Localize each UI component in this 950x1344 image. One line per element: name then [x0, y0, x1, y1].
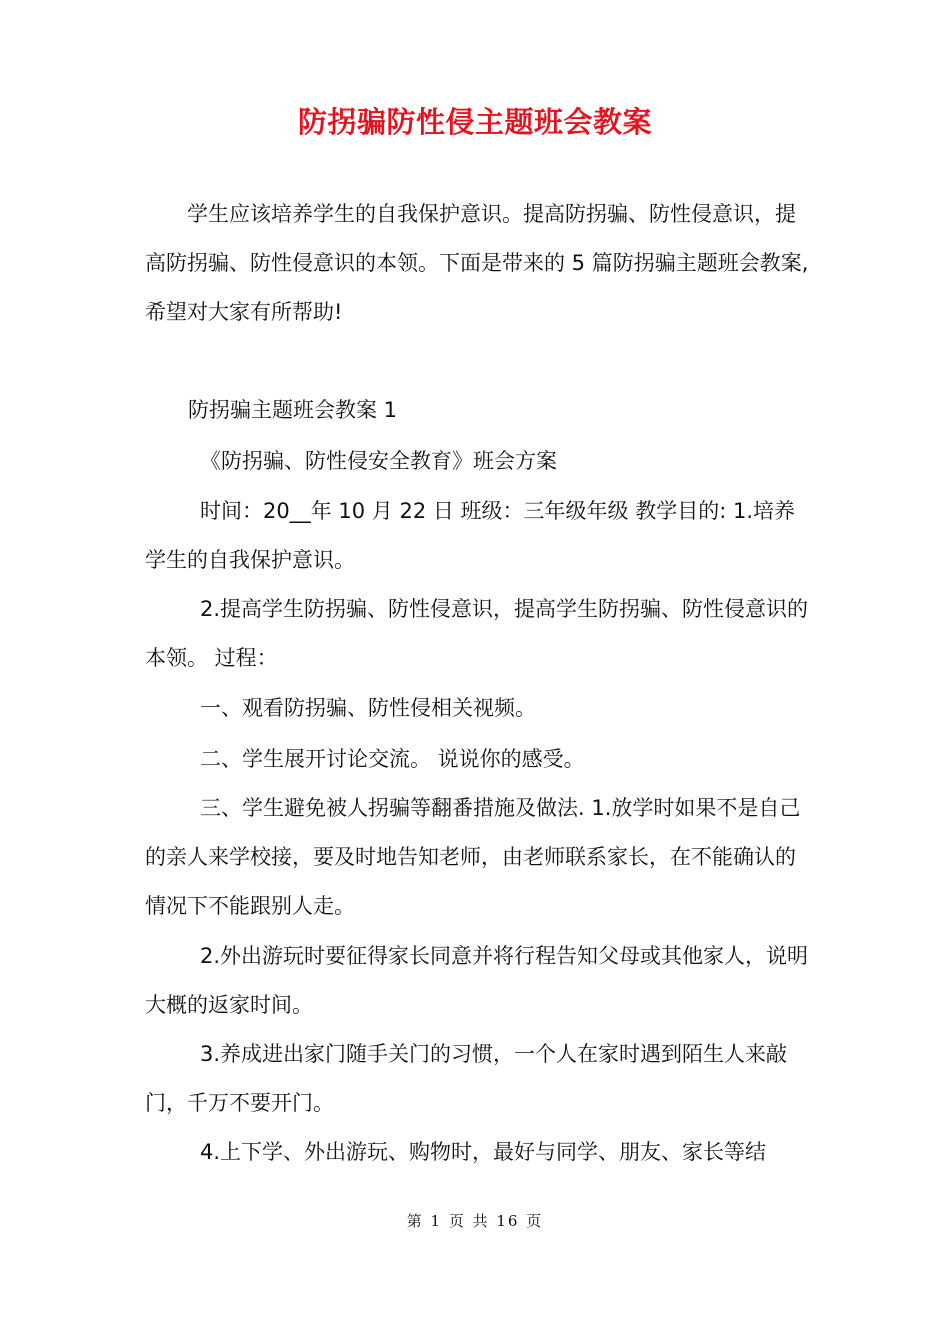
info-paragraph: 时间：20__年 10 月 22 日 班级：三年级年级 教学目的: 1.培养学生的自我保护意识。	[145, 499, 796, 572]
step-1-paragraph: 一、观看防拐骗、防性侵相关视频。	[200, 696, 536, 720]
page-footer: 第 1 页 共 16 页	[406, 1212, 544, 1230]
section-heading: 防拐骗主题班会教案 1	[188, 398, 398, 422]
goal-paragraph: 2.提高学生防拐骗、防性侵意识，提高学生防拐骗、防性侵意识的本领。 过程：	[145, 597, 809, 670]
step-3-paragraph: 三、学生避免被人拐骗等翻番措施及做法. 1.放学时如果不是自己的亲人来学校接，要及时地告知老师，由老师联系家长，在不能确认的情况下不能跟别人走。	[145, 796, 801, 918]
step-2-paragraph: 二、学生展开讨论交流。 说说你的感受。	[200, 747, 585, 771]
intro-paragraph: 学生应该培养学生的自我保护意识。提高防拐骗、防性侵意识，提高防拐骗、防性侵意识的本领。下面是带来的 5 篇防拐骗主题班会教案,希望对大家有所帮助!	[145, 202, 809, 324]
measure-3-paragraph: 3.养成进出家门随手关门的习惯，一个人在家时遇到陌生人来敲门，千万不要开门。	[145, 1042, 788, 1115]
measure-2-paragraph: 2.外出游玩时要征得家长同意并将行程告知父母或其他家人，说明大概的返家时间。	[145, 944, 809, 1017]
plan-title: 《防拐骗、防性侵安全教育》班会方案	[200, 449, 557, 473]
document-title: 防拐骗防性侵主题班会教案	[297, 105, 652, 139]
measure-4-paragraph: 4.上下学、外出游玩、购物时，最好与同学、朋友、家长等结	[200, 1140, 767, 1164]
